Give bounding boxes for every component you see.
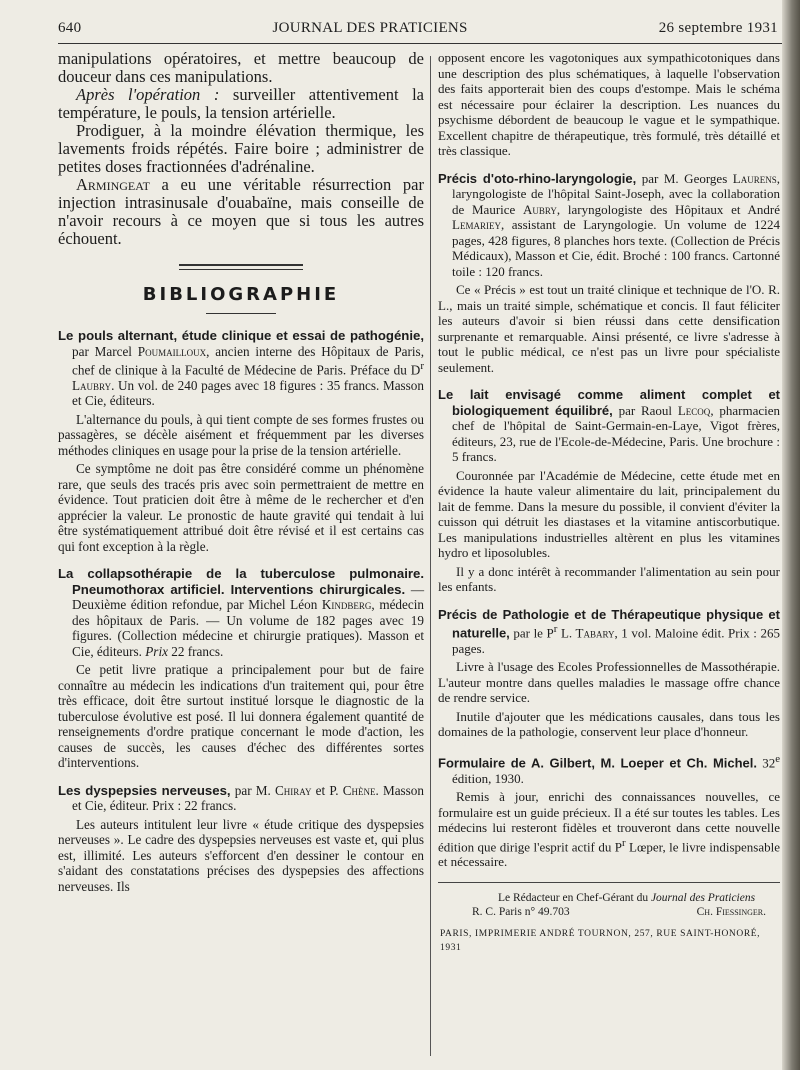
registration-line: R. C. Paris n° 49.703 Ch. Fiessinger. xyxy=(472,905,766,918)
bibliography-entry xyxy=(438,171,780,376)
paragraph: opposent encore les vagotoniques aux sympathicotoniques dans une description des plus schématiques, à laquelle l'observation des faits apporterait bien des coups d'estompe. Mais le schéma est nécessaire pour éclairer la description. Les nuances du psychisme débordent de beaucoup le vague et le sympathique. Excellent chapitre de thérapeutique, très formulé, très détaillé et très classique. xyxy=(438,50,780,158)
entry-text: Ce « Précis » est tout un traité clinique et technique de l'O. R. L., mais un traité simple, schématique et concis. Il faut féliciter les auteurs d'avoir si bien réussi dans cette densification surprenante et remarquable. Ainsi présenté, ce livre s'adresse à tout le public médical, ce n'est pas un livre pour spécialiste seulement. xyxy=(438,282,780,375)
entry-text: Ce petit livre pratique a principalement pour but de faire connaître au médecin les indications d'un traitement qui, pour être très efficace, doit être surtout institué lorsque le diagnostic de la tuberculose évolutive est posé. Il lui donnera également quantité de renseignements d'ordre pratique concernant le mode d'action, les causes de succès, les causes d'échec des différentes sortes d'interventions. xyxy=(58,662,424,771)
section-title: BIBLIOGRAPHIE xyxy=(142,284,340,305)
entry-text: Les auteurs intitulent leur livre « étude critique des dyspepsies nerveuses ». Le cadre des dyspepsies nerveuses est vaste et, qui plus est, illimité. Les auteurs s'efforcent d'en dessiner le contour en s'aidant des constatations précises des dyspepsies des affections nerveuses. Ils xyxy=(58,816,424,894)
entry-text: Ce symptôme ne doit pas être considéré comme un phénomène rare, que seuls des tracés pris avec soin permettraient de mettre en évidence. Tout praticien doit être à même de le rechercher et d'en apprécier la valeur. Le pronostic de haute gravité qui tendait à lui être systématiquement attribué doit être révisé et il est certains cas qui font exception à la règle. xyxy=(58,461,424,554)
entry-text: Remis à jour, enrichi des connaissances nouvelles, ce formulaire est un guide précieux. Il a été sur toutes les tables. Les médecins lui resteront fidèles et trouveront dans cette nouvelle édition que dirige l'esprit actif du $P^r$ Lœper, le livre indispensable et nécessaire. xyxy=(438,789,780,870)
bibliography-entry xyxy=(58,328,424,554)
bibliography-entry xyxy=(438,752,780,870)
bibliography-list xyxy=(58,328,424,894)
page-binding-shadow xyxy=(782,0,800,1070)
review-continuation xyxy=(438,50,780,159)
paragraph: Après l'opération : surveiller attentivement la température, le pouls, la tension artérielle. xyxy=(58,85,424,122)
entry-heading: Précis d'oto-rhino-laryngologie, par M. Georges Laurens, laryngologiste de l'hôpital Saint-Joseph, avec la collaboration de Maurice Aubry, laryngologiste des Hôpitaux et André Lemariey, assistant de Laryngologie. Un volume de 1224 pages, 428 figures, 8 planches hors texte. (Collection de Précis Médicaux), Masson et Cie, édit. Broché : 100 francs. Cartonné toile : 120 francs. xyxy=(438,170,780,279)
entry-text: L'alternance du pouls, à qui tient compte de ses formes frustes ou passagères, se décèle aisément et fréquemment par les diverses méthodes cliniques en usage pour la prise de la tension artérielle. xyxy=(58,411,424,458)
section-rule xyxy=(179,269,303,270)
imprint-footer xyxy=(438,882,780,955)
section-rule xyxy=(179,264,303,266)
entry-heading: Formulaire de A. Gilbert, M. Loeper et Ch. Michel. 32e édition, 1930. xyxy=(438,752,781,786)
entry-text: Il y a donc intérêt à recommander l'alimentation au sein pour les enfants. xyxy=(438,563,780,594)
column-divider xyxy=(430,56,431,1056)
entry-text: Inutile d'ajouter que les médications causales, dans tous les domaines de la pathologie, conservent leur place d'honneur. xyxy=(438,708,780,740)
entry-text: Livre à l'usage des Ecoles Professionnelles de Massothérapie. L'auteur montre dans quelles maladies le massage offre chance de rendre service. xyxy=(438,659,780,706)
entry-text: Couronnée par l'Académie de Médecine, cette étude met en évidence la haute valeur alimentaire du lait, principalement du lait de femme. Dans la mesure du possible, il convient d'éviter la cuisson qui détruit les diastases et la vitamine antiscorbutique. Les manipulations industrielles altèrent en plus les vitamines hydro et liposolubles. xyxy=(438,467,780,560)
page-number: 640 xyxy=(58,19,82,36)
left-column xyxy=(58,50,424,894)
entry-heading: Précis de Pathologie et de Thérapeutique physique et naturelle, par le $P^r$ L. Tabary, 1 vol. Maloine édit. Prix : 265 pages. xyxy=(438,606,780,656)
section-rule xyxy=(206,313,276,314)
printer-line: PARIS, IMPRIMERIE ANDRÉ TOURNON, 257, RUE SAINT-HONORÉ, 1931 xyxy=(440,928,761,953)
bibliography-entry xyxy=(58,783,424,895)
editor-line: Le Rédacteur en Chef-Gérant du Journal des Praticiens xyxy=(498,891,756,904)
paragraph: Armingeat a eu une véritable résurrection par injection intrasinusale d'ouabaïne, mais conseille de n'avoir recours à ce moyen que si tous les autres échouent. xyxy=(58,175,424,248)
issue-date: 26 septembre 1931 xyxy=(658,19,778,36)
header-rule xyxy=(58,43,784,44)
right-column xyxy=(438,50,780,955)
journal-title: JOURNAL DES PRATICIENS xyxy=(272,19,468,36)
paragraph: Prodiguer, à la moindre élévation thermique, les lavements froids répétés. Faire boire ; administrer de petites doses fractionnées d'adrénaline. xyxy=(58,121,424,176)
article-continuation xyxy=(58,50,424,248)
entry-heading: La collapsothérapie de la tuberculose pulmonaire. Pneumothorax artificiel. Interventions chirurgicales. — Deuxième édition refondue, par Michel Léon Kindberg, médecin des hôpitaux de Paris. — Un volume de 182 pages avec 19 figures. (Collection médecine et chirurgie pratiques). Masson et Cie, éditeurs. Prix 22 francs. xyxy=(58,566,425,659)
bibliography-entry xyxy=(438,387,780,595)
entry-heading: Les dyspepsies nerveuses, par M. Chiray et P. Chène. Masson et Cie, éditeur. Prix : 22 francs. xyxy=(58,782,424,814)
bibliography-entry xyxy=(58,566,424,771)
paragraph: manipulations opératoires, et mettre beaucoup de douceur dans ces manipulations. xyxy=(58,49,424,86)
entry-heading: Le pouls alternant, étude clinique et essai de pathogénie, par Marcel Poumailloux, ancien interne des Hôpitaux de Paris, chef de clinique à la Faculté de Médecine de Paris. Préface du $D^r$ Laubry. Un vol. de 240 pages avec 18 figures : 35 francs. Masson et Cie, éditeurs. xyxy=(58,328,424,409)
bibliography-entry xyxy=(438,607,780,740)
running-header xyxy=(58,14,778,42)
entry-heading: Le lait envisagé comme aliment complet et biologiquement équilibré, par Raoul Lecoq, pharmacien chef de l'hôpital de Saint-Germain-en-Laye, Vigot frères, éditeurs, 23, rue de l'Ecole-de-Médecine, Paris. Une brochure : 5 francs. xyxy=(438,387,781,464)
